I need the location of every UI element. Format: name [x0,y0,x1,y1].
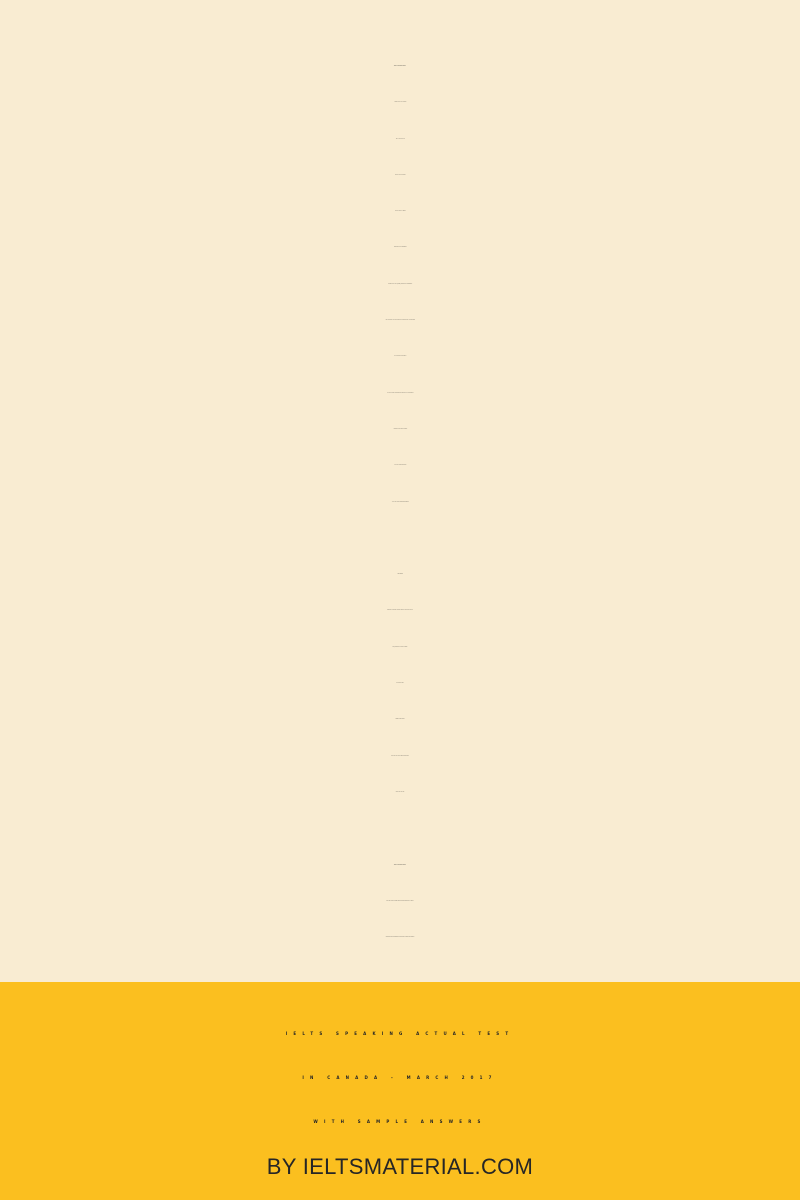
part1-question: – Where are you from? [394,174,406,176]
part1-heading: IELTS Speaking Part 1 [393,66,407,67]
banner-title-line: IELTS SPEAKING ACTUAL TEST [285,1031,515,1036]
banner-title [0,1012,800,1144]
cue-card-line: Describe a foreign country where you would like to [387,610,413,612]
cue-card-section [0,557,800,811]
cue-card-line: work/visit for a period of time. [392,646,408,648]
part3-section [0,848,800,957]
section-gap [0,521,800,557]
part1-question: – Do you prefer handwriting or typing on a computer? [386,392,414,394]
part3-heading: IELTS Speaking Part 3 [393,864,407,866]
part3-question: Why do people choose going abroad to study or work? [386,900,414,902]
cue-card-line: You should say: [396,683,404,685]
part1-question: – Do you think you will continue living there for a long time? [384,320,416,322]
part1-question: – Describe your hometown. [393,247,407,249]
banner-title-line: WITH SAMPLE ANSWERS [313,1119,487,1124]
cue-card-line: Why do you like to go to that place [391,755,409,757]
part3-question: What are the advantages of working or studying abroad? [385,937,415,939]
cue-card-heading: Cue Card [397,574,403,576]
part1-question: – What do you usually write? [392,428,408,430]
part1-question: – Have you ever taught somebody? [391,501,409,503]
part1-question: – Do you enjoy teaching? [393,465,407,467]
cue-card-line: What is that place [395,719,405,721]
part1-question: - Do you write everyday? [393,356,407,358]
banner-title-line: IN CANADA – MARCH 2017 [302,1075,498,1080]
section-gap [0,811,800,847]
part1-section [0,49,800,521]
part1-question: – What is your full name? [393,102,407,104]
title-banner [0,982,800,1200]
cue-card-line: When will you go [395,791,405,793]
part1-question: – Can I see your ID? [395,138,405,140]
poster-content [0,49,800,956]
byline: BY IELTSMATERIAL.COM [266,1154,534,1179]
part1-question: –What do you like (most) about your hometown? [387,283,413,285]
part1-question: – Do you work or study [394,211,406,213]
